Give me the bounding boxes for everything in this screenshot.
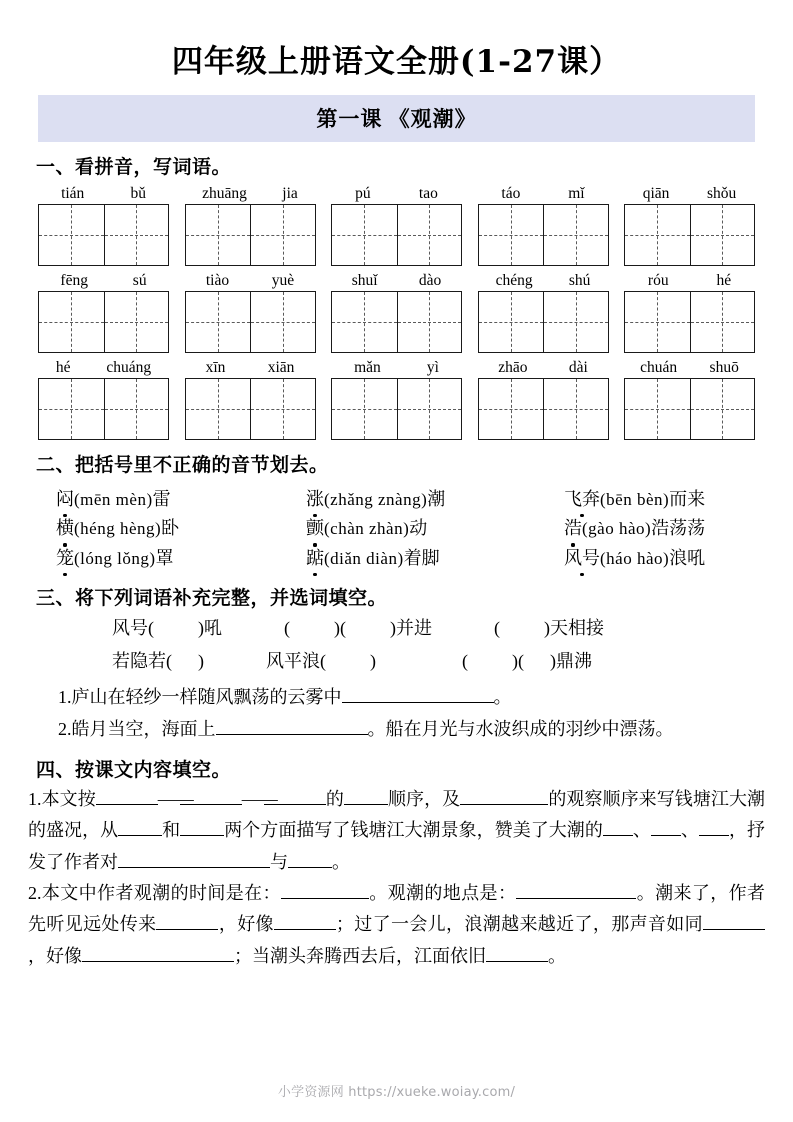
pinyin-syllable: pú xyxy=(355,185,371,203)
idiom-fill-sentences xyxy=(0,682,793,745)
pinyin-pair xyxy=(185,359,316,376)
tianzige-cell[interactable] xyxy=(104,205,169,265)
dash-separator: —— xyxy=(157,789,194,810)
tianzige-cell[interactable] xyxy=(39,205,104,265)
answer-blank[interactable] xyxy=(699,818,729,836)
recall-question-2 xyxy=(28,878,765,972)
tianzige-cell[interactable] xyxy=(104,292,169,352)
tianzige-cell[interactable] xyxy=(250,292,315,352)
section-3-heading: 三、将下列词语补充完整，并选词填空。 xyxy=(36,587,388,609)
pinyin-pair xyxy=(38,185,169,202)
q-text: 的观察顺序来写钱塘江大潮的盛况，从 xyxy=(28,789,766,841)
pinyin-pair xyxy=(624,272,755,289)
pinyin-syllable: shú xyxy=(568,272,591,290)
section-1-heading: 一、看拼音，写词语。 xyxy=(36,157,232,179)
q-text: ，好像 xyxy=(218,914,274,935)
answer-blank[interactable] xyxy=(460,787,548,805)
tianzige-box[interactable] xyxy=(624,204,755,266)
pinyin-pair xyxy=(478,272,609,289)
q-text: ；过了一会儿，浪潮越来越近了，那声音如同 xyxy=(335,914,704,935)
item-suffix: 卧 xyxy=(161,518,180,539)
pinyin-pair xyxy=(185,272,316,289)
syllable-item[interactable] xyxy=(306,544,564,573)
pinyin-row-2 xyxy=(38,272,755,289)
syllable-options[interactable]: (héng hèng) xyxy=(74,519,162,539)
idiom-part: 吼 xyxy=(204,617,222,638)
writing-box-row-1 xyxy=(38,204,755,266)
pinyin-syllable: chuáng xyxy=(106,359,152,377)
tianzige-box[interactable] xyxy=(478,291,609,353)
item-suffix: 雷 xyxy=(152,489,171,510)
q-text: 与 xyxy=(270,851,288,872)
answer-blank[interactable] xyxy=(118,818,162,836)
idiom-row-1 xyxy=(112,612,793,645)
tianzige-cell[interactable] xyxy=(690,205,755,265)
pinyin-syllable: shuǐ xyxy=(351,272,378,290)
syllable-item[interactable] xyxy=(564,544,705,573)
tianzige-cell[interactable] xyxy=(332,292,397,352)
page-title: 四年级上册语文全册(1-27课） xyxy=(171,44,622,80)
syllable-item[interactable] xyxy=(56,485,306,514)
idiom-part[interactable]: ( xyxy=(462,651,468,672)
text-recall-exercise xyxy=(0,784,793,972)
syllable-options[interactable]: (mēn mèn) xyxy=(74,490,153,510)
pinyin-syllable: dào xyxy=(418,272,442,290)
answer-blank[interactable] xyxy=(342,685,494,703)
tianzige-cell[interactable] xyxy=(479,292,544,352)
tianzige-box[interactable] xyxy=(331,291,462,353)
tianzige-box[interactable] xyxy=(624,291,755,353)
idiom-completion-exercise xyxy=(0,612,793,679)
pinyin-syllable: yì xyxy=(426,359,439,377)
sentence-text: 皓月当空，海面上 xyxy=(71,718,216,739)
tianzige-cell[interactable] xyxy=(479,379,544,439)
sentence-text: 。船在月光与水波织成的羽纱中漂荡。 xyxy=(367,718,674,739)
tianzige-cell[interactable] xyxy=(625,292,690,352)
answer-blank[interactable] xyxy=(274,912,336,930)
pinyin-syllable: xīn xyxy=(205,359,226,377)
idiom-part[interactable]: )( xyxy=(334,617,346,638)
idiom-part: ) xyxy=(198,651,204,672)
idiom-row-2 xyxy=(112,645,793,678)
item-suffix: 动 xyxy=(409,518,428,539)
answer-blank[interactable] xyxy=(180,818,224,836)
tianzige-cell[interactable] xyxy=(250,205,315,265)
q-text: 1.本文按 xyxy=(28,789,96,810)
tianzige-box[interactable] xyxy=(38,378,169,440)
pinyin-pair xyxy=(331,185,462,202)
tianzige-cell[interactable] xyxy=(332,379,397,439)
tianzige-cell[interactable] xyxy=(186,205,251,265)
answer-blank[interactable] xyxy=(651,818,681,836)
tianzige-cell[interactable] xyxy=(397,292,462,352)
pinyin-syllable: shǒu xyxy=(706,185,737,203)
emphasis-char: 闷 xyxy=(56,485,74,514)
tianzige-cell[interactable] xyxy=(543,379,608,439)
idiom-part[interactable]: ( xyxy=(284,617,290,638)
tianzige-box[interactable] xyxy=(331,378,462,440)
q-text: 。 xyxy=(332,851,350,872)
idiom-part[interactable]: 风号( xyxy=(112,617,154,638)
pinyin-pair xyxy=(38,272,169,289)
q-text: 的 xyxy=(325,789,344,810)
syllable-options[interactable]: (chàn zhàn) xyxy=(324,519,410,539)
emphasis-char: 涨 xyxy=(306,485,324,514)
syllable-row xyxy=(56,485,767,514)
syllable-row xyxy=(56,514,767,543)
item-suffix: 着脚 xyxy=(403,547,440,568)
answer-blank[interactable] xyxy=(486,944,548,962)
pinyin-syllable: hé xyxy=(716,272,732,290)
pinyin-syllable: xiān xyxy=(267,359,295,377)
pinyin-syllable: bǔ xyxy=(130,185,146,203)
sentence-number: 1. xyxy=(58,687,72,708)
tianzige-cell[interactable] xyxy=(625,379,690,439)
pinyin-syllable: jia xyxy=(282,185,298,203)
syllable-strikeout-exercise xyxy=(0,485,793,572)
emphasis-char: 踮 xyxy=(306,544,324,573)
pinyin-syllable: yuè xyxy=(271,272,295,290)
pinyin-syllable: tiào xyxy=(205,272,230,290)
answer-blank[interactable] xyxy=(288,850,332,868)
site-watermark: 小学资源网 https://xueke.woiay.com/ xyxy=(277,1085,516,1100)
sentence-number: 2. xyxy=(58,718,72,739)
q-text: 两个方面描写了钱塘江大潮景象，赞美了大潮的 xyxy=(224,820,603,841)
item-suffix: 而来 xyxy=(669,489,706,510)
syllable-options[interactable]: (lóng lǒng) xyxy=(74,548,156,568)
tianzige-cell[interactable] xyxy=(39,292,104,352)
tianzige-cell[interactable] xyxy=(39,379,104,439)
pinyin-pair xyxy=(331,359,462,376)
item-suffix: 罩 xyxy=(155,547,174,568)
sentence-text: 。 xyxy=(493,687,512,708)
answer-blank[interactable] xyxy=(264,787,326,805)
tianzige-box[interactable] xyxy=(185,378,316,440)
tianzige-cell[interactable] xyxy=(397,379,462,439)
pinyin-syllable: zhāo xyxy=(498,359,528,377)
pinyin-syllable: mǐ xyxy=(568,185,585,203)
answer-blank[interactable] xyxy=(216,717,368,735)
pinyin-row-1 xyxy=(38,185,755,202)
answer-blank[interactable] xyxy=(281,881,369,899)
idiom-part: )鼎沸 xyxy=(550,651,592,672)
pinyin-syllable: táo xyxy=(501,185,521,203)
pinyin-syllable: qiān xyxy=(642,185,670,203)
emphasis-char: 浩 xyxy=(564,514,582,543)
pinyin-syllable: mǎn xyxy=(354,359,381,377)
pinyin-syllable: tao xyxy=(418,185,438,203)
syllable-item[interactable] xyxy=(564,485,705,514)
fill-sentence-2 xyxy=(36,714,763,745)
pinyin-pair xyxy=(478,359,609,376)
emphasis-char: 颤 xyxy=(306,514,324,543)
tianzige-cell[interactable] xyxy=(104,379,169,439)
syllable-item[interactable] xyxy=(306,514,564,543)
pinyin-syllable: dài xyxy=(568,359,588,377)
item-suffix: 浩荡荡 xyxy=(651,518,706,539)
tianzige-cell[interactable] xyxy=(690,379,755,439)
syllable-options[interactable]: (diǎn diàn) xyxy=(324,548,404,568)
emphasis-char: 横 xyxy=(56,514,74,543)
pinyin-syllable: tián xyxy=(61,185,85,203)
item-suffix: 浪吼 xyxy=(669,547,706,568)
tianzige-cell[interactable] xyxy=(543,292,608,352)
q-text: 抒发了作者对 xyxy=(28,820,766,872)
tianzige-cell[interactable] xyxy=(332,205,397,265)
answer-blank[interactable] xyxy=(180,787,242,805)
pinyin-syllable: róu xyxy=(647,272,669,290)
q-text: 、 xyxy=(632,820,651,841)
pinyin-syllable: sú xyxy=(132,272,147,290)
tianzige-cell[interactable] xyxy=(625,205,690,265)
idiom-part[interactable]: ( xyxy=(494,617,500,638)
idiom-part[interactable]: 若隐若( xyxy=(112,651,172,672)
tianzige-box[interactable] xyxy=(478,378,609,440)
syllable-item[interactable] xyxy=(564,514,705,543)
lesson-banner: 第一课 《观潮》 xyxy=(38,95,755,142)
syllable-options[interactable]: (bēn bèn) xyxy=(600,490,670,510)
answer-blank[interactable] xyxy=(703,912,765,930)
idiom-part: )天相接 xyxy=(544,617,604,638)
q-text: 。 xyxy=(548,945,566,966)
answer-blank[interactable] xyxy=(96,787,158,805)
tianzige-box[interactable] xyxy=(331,204,462,266)
dash-separator: —— xyxy=(241,789,278,810)
recall-question-1 xyxy=(28,784,765,878)
tianzige-cell[interactable] xyxy=(186,292,251,352)
tianzige-cell[interactable] xyxy=(543,205,608,265)
writing-box-row-3 xyxy=(38,378,755,440)
syllable-item[interactable] xyxy=(56,514,306,543)
q-text: 。观潮的地点是： xyxy=(368,882,517,903)
q-text: ，好像 xyxy=(28,945,82,966)
pinyin-syllable: chéng xyxy=(495,272,533,290)
pinyin-pair xyxy=(185,185,316,202)
q-text: 。潮来了，作者先听见远处传来 xyxy=(28,882,766,935)
tianzige-box[interactable] xyxy=(185,204,316,266)
q-text: ；当潮头奔腾西去后，江面依旧 xyxy=(234,945,486,966)
section-2-heading: 二、把括号里不正确的音节划去。 xyxy=(36,455,329,477)
syllable-options[interactable]: (gào hào) xyxy=(582,519,652,539)
pinyin-pair xyxy=(624,185,755,202)
pinyin-pair xyxy=(478,185,609,202)
emphasis-char: 飞奔 xyxy=(564,485,600,514)
pinyin-syllable: fēng xyxy=(60,272,88,290)
tianzige-cell[interactable] xyxy=(690,292,755,352)
syllable-options[interactable]: (zhǎng znàng) xyxy=(324,490,428,510)
idiom-part: ) xyxy=(370,651,376,672)
writing-box-row-2 xyxy=(38,291,755,353)
pinyin-syllable: shuō xyxy=(709,359,739,377)
pinyin-pair xyxy=(624,359,755,376)
q-text: 和 xyxy=(162,820,181,841)
q-text: ， xyxy=(728,820,748,841)
tianzige-cell[interactable] xyxy=(397,205,462,265)
tianzige-box[interactable] xyxy=(478,204,609,266)
answer-blank[interactable] xyxy=(344,787,388,805)
pinyin-syllable: hé xyxy=(55,359,71,377)
section-4-heading: 四、按课文内容填空。 xyxy=(36,760,232,782)
answer-blank[interactable] xyxy=(516,881,636,899)
answer-blank[interactable] xyxy=(603,818,633,836)
tianzige-box[interactable] xyxy=(624,378,755,440)
idiom-part[interactable]: 风平浪( xyxy=(266,651,326,672)
tianzige-box[interactable] xyxy=(38,291,169,353)
answer-blank[interactable] xyxy=(156,912,218,930)
emphasis-char: 笼 xyxy=(56,544,74,573)
tianzige-cell[interactable] xyxy=(479,205,544,265)
pinyin-writing-grids xyxy=(38,185,755,440)
syllable-row xyxy=(56,544,767,573)
idiom-part: ) xyxy=(198,617,204,638)
tianzige-cell[interactable] xyxy=(250,379,315,439)
emphasis-char: 风号 xyxy=(564,544,600,573)
item-suffix: 潮 xyxy=(427,489,446,510)
q-text: 2.本文中作者观潮的时间是在： xyxy=(28,882,281,903)
pinyin-syllable: zhuāng xyxy=(202,185,247,203)
fill-sentence-1 xyxy=(36,682,763,713)
pinyin-syllable: chuán xyxy=(640,359,678,377)
sentence-text: 庐山在轻纱一样随风飘荡的云雾中 xyxy=(71,687,342,708)
pinyin-pair xyxy=(331,272,462,289)
answer-blank[interactable] xyxy=(118,850,270,868)
tianzige-box[interactable] xyxy=(38,204,169,266)
pinyin-row-3 xyxy=(38,359,755,376)
pinyin-pair xyxy=(38,359,169,376)
syllable-options[interactable]: (háo hào) xyxy=(600,548,670,568)
idiom-part[interactable]: )( xyxy=(512,651,524,672)
syllable-item[interactable] xyxy=(56,544,306,573)
tianzige-box[interactable] xyxy=(185,291,316,353)
q-text: 、 xyxy=(680,820,699,841)
tianzige-cell[interactable] xyxy=(186,379,251,439)
syllable-item[interactable] xyxy=(306,485,564,514)
idiom-part: )并进 xyxy=(390,617,432,638)
answer-blank[interactable] xyxy=(82,944,234,962)
q-text: 顺序， xyxy=(387,789,443,810)
q-text: 及 xyxy=(442,789,461,810)
